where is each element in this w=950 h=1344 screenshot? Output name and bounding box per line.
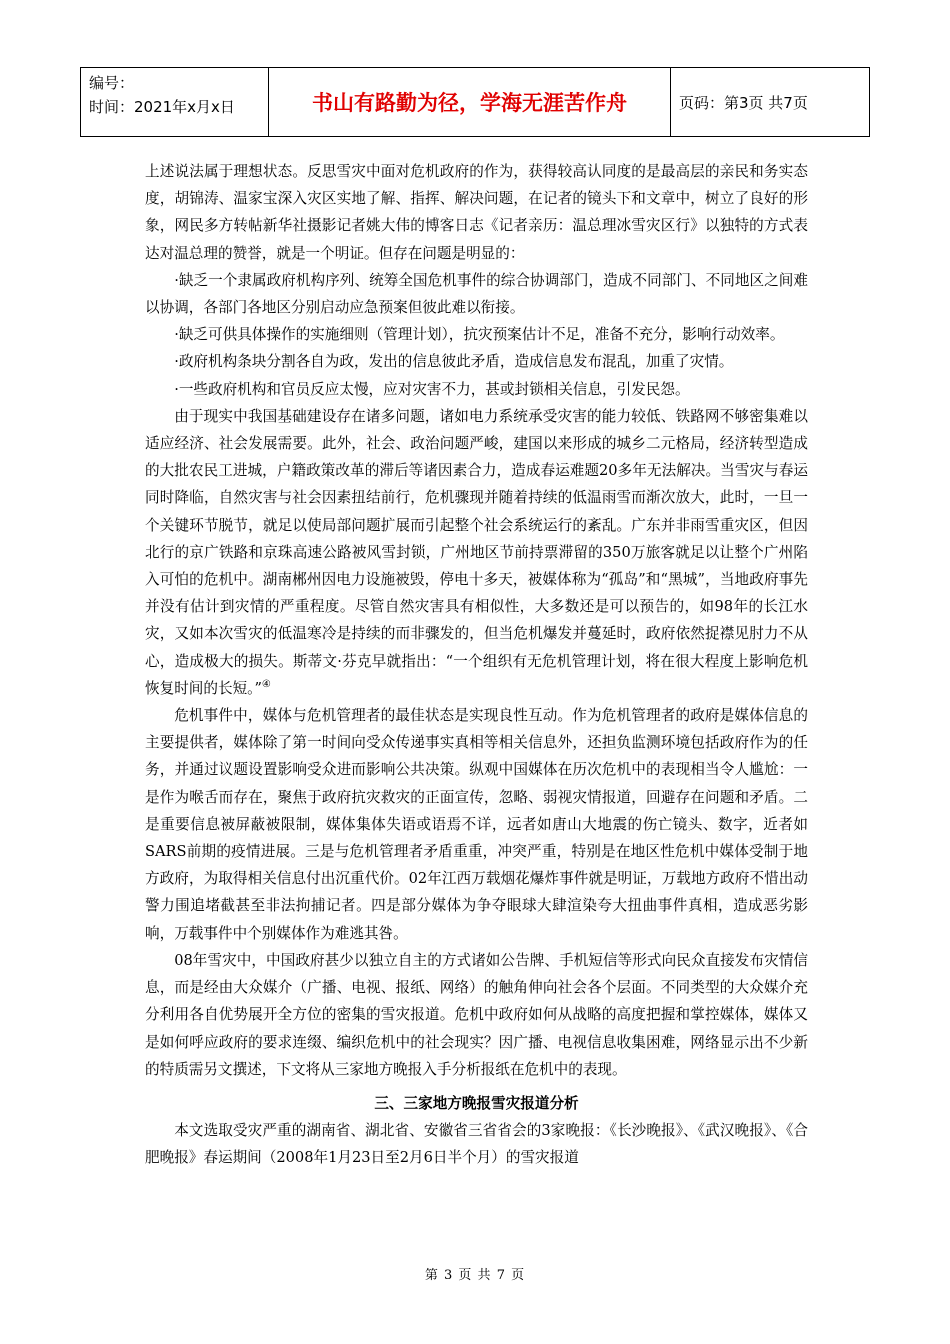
page-footer: 第 3 页 共 7 页 xyxy=(424,1268,526,1283)
paragraph: 危机事件中，媒体与危机管理者的最佳状态是实现良性互动。作为危机管理者的政府是媒体信息的主要提供者，媒体除了第一时间向受众传递事实真相等相关信息外，还担负监测环境包括政府作为的任务，并通过议题设置影响受众进而影响公共决策。纵观中国媒体在历次危机中的表现相当令人尴尬：一是作为喉舌而存在，聚焦于政府抗灾救灾的正面宣传，忽略、弱视灾情报道，回避存在问题和矛盾。二是重要信息被屏蔽被限制，媒体集体失语或语焉不详，远者如唐山大地震的伤亡镜头、数字，近者如SARS前期的疫情进展。三是与危机管理者矛盾重重，冲突严重，特别是在地区性危机中媒体受制于地方政府，为取得相关信息付出沉重代价。02年江西万载烟花爆炸事件就是明证，万载地方政府不惜出动警力围追堵截甚至非法拘捕记者。四是部分媒体为争夺眼球大肆渲染夸大扭曲事件真相，造成恶劣影响，万载事件中个别媒体作为难逃其咎。 xyxy=(145,707,808,942)
paragraph: 上述说法属于理想状态。反思雪灾中面对危机政府的作为，获得较高认同度的是最高层的亲民和务实态度，胡锦涛、温家宝深入灾区实地了解、指挥、解决问题，在记者的镜头下和文章中，树立了良好的形象，网民多方转帖新华社摄影记者姚大伟的博客日志《记者亲历：温总理冰雪灾区行》以独特的方式表达对温总理的赞誉，就是一个明证。但存在问题是明显的： xyxy=(145,163,808,262)
paragraph: 本文选取受灾严重的湖南省、湖北省、安徽省三省省会的3家晚报：《长沙晚报》、《武汉晚报》、《合肥晚报》春运期间（2008年1月23日至2月6日半个月）的雪灾报道 xyxy=(145,1122,808,1167)
paragraph xyxy=(145,403,808,702)
header-meta xyxy=(81,68,269,136)
page-header xyxy=(80,67,870,137)
document-number-label: 编号： xyxy=(89,74,135,92)
footnote-marker: ④ xyxy=(261,679,271,690)
bullet-item: ·缺乏一个隶属政府机构序列、统筹全国危机事件的综合协调部门，造成不同部门、不同地区之间难以协调，各部门各地区分别启动应急预案但彼此难以衔接。 xyxy=(145,271,808,317)
document-time-label: 时间：2021年x月x日 xyxy=(89,98,235,116)
bullet-item: ·政府机构条块分割各自为政，发出的信息彼此矛盾，造成信息发布混乱，加重了灾情。 xyxy=(174,353,734,371)
paragraph: 08年雪灾中，中国政府甚少以独立自主的方式诸如公告牌、手机短信等形式向民众直接发布灾情信息，而是经由大众媒介（广播、电视、报纸、网络）的触角伸向社会各个层面。不同类型的大众媒介充分利用各自优势展开全方位的密集的雪灾报道。危机中政府如何从战略的高度把握和掌控媒体，媒体又是如何呼应政府的要求连缀、编织危机中的社会现实？因广播、电视信息收集困难，网络显示出不少新的特质需另文撰述，下文将从三家地方晚报入手分析报纸在危机中的表现。 xyxy=(145,951,808,1078)
section-heading: 三、三家地方晚报雪灾报道分析 xyxy=(374,1094,579,1112)
bullet-item: ·缺乏可供具体操作的实施细则（管理计划），抗灾预案估计不足，准备不充分，影响行动效率。 xyxy=(174,326,785,344)
bullet-item: ·一些政府机构和官员反应太慢，应对灾害不力，甚或封锁相关信息，引发民怨。 xyxy=(174,380,690,398)
paragraph-text: 由于现实中我国基础建设存在诸多问题，诸如电力系统承受灾害的能力较低、铁路网不够密集难以适应经济、社会发展需要。此外，社会、政治问题严峻，建国以来形成的城乡二元格局，经济转型造成的大批农民工进城，户籍政策改革的滞后等诸因素合力，造成春运难题20多年无法解决。当雪灾与春运同时降临，自然灾害与社会因素扭结前行，危机骤现并随着持续的低温雨雪而渐次放大，此时，一旦一个关键环节脱节，就足以使局部问题扩展而引起整个社会系统运行的紊乱。广东并非雨雪重灾区，但因北行的京广铁路和京珠高速公路被风雪封锁，广州地区节前持票滞留的350万旅客就足以让整个广州陷入可怕的危机中。湖南郴州因电力设施被毁，停电十多天，被媒体称为“孤岛”和“黑城”，当地政府事先并没有估计到灾情的严重程度。尽管自然灾害具有相似性，大多数还是可以预告的，如98年的长江水灾，又如本次雪灾的低温寒冷是持续的而非骤发的，但当危机爆发并蔓延时，政府依然捉襟见肘力不从心，造成极大的损失。斯蒂文·芬克早就指出：“一个组织有无危机管理计划，将在很大程度上影响危机恢复时间的长短。” xyxy=(145,407,808,697)
header-motto: 书山有路勤为径，学海无涯苦作舟 xyxy=(269,68,671,136)
header-page-number: 页码：第3页 共7页 xyxy=(679,93,808,112)
document-body xyxy=(145,158,808,1172)
